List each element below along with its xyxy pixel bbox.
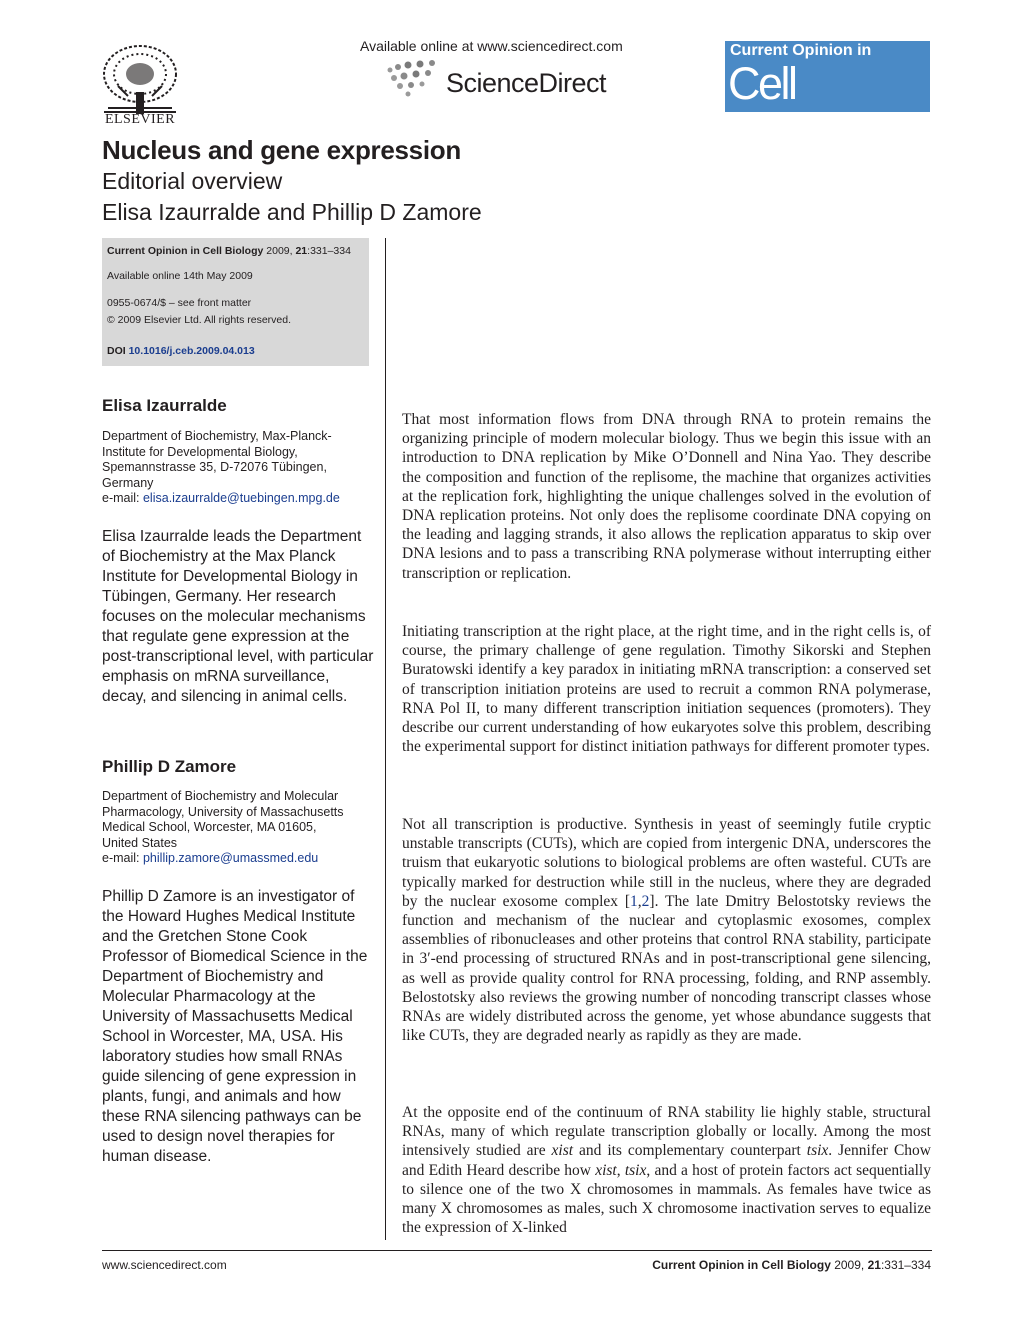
journal-logo-line1: Current Opinion in	[730, 42, 872, 59]
article-title: Nucleus and gene expression	[102, 135, 461, 165]
footer-citation	[560, 1258, 931, 1272]
paragraph-3-text: Not all transcription is productive. Synthesis in yeast of seemingly futile cryptic unstable transcripts (CUTs), which are copied from intergenic DNA, underscores the truism that eukaryotic solutions to biological problems are often wasteful. CUTs are typically marked for destruction while still in the nucleus, where they are degraded by the nuclear exosome complex [	[402, 816, 931, 910]
author1-affil-line: Department of Biochemistry, Max-Planck-	[102, 429, 332, 443]
footer-journal: Current Opinion in Cell Biology	[652, 1258, 831, 1272]
doi-label: DOI	[107, 345, 129, 357]
author2-affil-line: Medical School, Worcester, MA 01605,	[102, 820, 317, 835]
author2-bio: Phillip D Zamore is an investigator of the Howard Hughes Medical Institute and the Gretchen Stone Cook Professor of Biomedical Science in the Department of Biochemistry and Molecular Pharmacology at the University of Massachusetts Medical School in Worcester, MA, USA. His laboratory studies how small RNAs guide silencing of gene expression in plants, fungi, and animals and how these RNA silencing pathways can be used to design novel therapies for human disease.	[102, 888, 368, 1165]
footer-rule	[102, 1250, 932, 1251]
author1-affil-line: Germany	[102, 475, 154, 490]
gene-tsix: tsix	[624, 1161, 647, 1179]
body-paragraph-4	[402, 1103, 931, 1237]
author1-affiliation	[102, 429, 372, 507]
author1-affil-line: Spemannstrasse 35, D-72076 Tübingen,	[102, 460, 327, 475]
reference-link-1[interactable]: 1	[630, 892, 638, 910]
copyright-line	[107, 314, 291, 326]
footer-year: 2009,	[830, 1258, 868, 1272]
paragraph-4-text: , and a host of protein factors act sequentially to silence one of the two X chromosomes in mammals. As females have twice as many X chromosomes as males, such X chromosome inactivation serves to equalize the expression of X-linked	[402, 1161, 931, 1237]
reference-separator: ,	[637, 892, 642, 910]
paragraph-4-text: and its complementary counterpart	[573, 1142, 807, 1160]
author2-email-link[interactable]: phillip.zamore@umassmed.edu	[142, 851, 319, 866]
citation-line	[107, 245, 351, 257]
doi-line	[107, 345, 255, 357]
body-paragraph-3	[402, 815, 931, 1045]
citation-journal: Current Opinion in Cell Biology	[107, 245, 264, 257]
author2-affiliation	[102, 789, 372, 867]
author1-bio: Elisa Izaurralde leads the Department of Biochemistry at the Max Planck Institute for Developmental Biology in Tübingen, Germany. Her research focuses on the molecular mechanisms that regulate gene expression at the post-transcriptional level, with particular emphasis on mRNA surveillance, decay, and silencing in animal cells.	[102, 528, 374, 705]
available-online-text: Available online at www.sciencedirect.com	[360, 38, 623, 54]
article-authors: Elisa Izaurralde and Phillip D Zamore	[102, 199, 482, 225]
article-type: Editorial overview	[102, 168, 283, 194]
author2-affil-line: Department of Biochemistry and Molecular	[102, 789, 339, 803]
available-date: Available online 14th May 2009	[107, 270, 253, 282]
reference-link-2[interactable]: 2	[641, 892, 650, 910]
doi-link[interactable]: 10.1016/j.ceb.2009.04.013	[128, 345, 255, 357]
column-divider	[385, 238, 386, 1240]
issn: 0955-0674/$ – see front matter	[107, 297, 252, 309]
author2-email-line	[102, 851, 372, 867]
citation-year: 2009,	[263, 245, 296, 257]
paragraph-3-text: ]. The late Dmitry Belostotsky reviews the function and mechanism of the nuclear and cytoplasmic exosomes, complex assemblies of ribonucleases and other proteins that control RNA stability, participate in 3′-end processing of structured RNAs and in post-transcriptional gene silencing, as well as provide quality control for RNA processing, folding, and RNP assembly. Belostotsky also reviews the growing number of noncoding transcript classes whose RNAs are widely distributed across the genome, yet whose abundance suggests that like CUTs, they are degraded nearly as rapidly as they are made.	[402, 892, 931, 1045]
gene-xist: xist	[551, 1142, 574, 1160]
author1-name: Elisa Izaurralde	[102, 396, 227, 415]
paragraph-4-text: At the opposite end of the continuum of RNA stability lie highly stable, structural RNAs, many of which regulate transcription globally or locally. Among the most intensively studied are	[402, 1104, 931, 1160]
journal-logo-line2: Cell Biology	[728, 58, 859, 159]
footer-volume: 21	[867, 1258, 881, 1272]
sciencedirect-dots-icon	[384, 58, 450, 98]
publisher-name: ELSEVIER	[104, 112, 176, 127]
body-paragraph-2: Initiating transcription at the right place, at the right time, and in the right cells is, of course, the primary challenge of gene regulation. Timothy Sikorski and Stephen Buratowski identify a key paradox in initiating mRNA transcription: a conserved set of transcription initiation proteins are used to recruit a common RNA polymerase, RNA Pol II, to many different transcription initiation sequences (promoters). They describe our current understanding of how eukaryotes solve this problem, describing the experimental support for distinct initiation pathways for different promoter types.	[402, 623, 931, 756]
paragraph-4-text: ,	[616, 1161, 625, 1179]
gene-tsix: tsix	[806, 1142, 829, 1160]
footer-pages: :331–334	[880, 1258, 931, 1272]
email-label: e-mail:	[102, 491, 143, 506]
copyright-icon: ©	[107, 314, 115, 326]
footer-website[interactable]: www.sciencedirect.com	[102, 1258, 227, 1272]
citation-pages: :331–334	[307, 245, 351, 257]
author2-name: Phillip D Zamore	[102, 757, 237, 776]
email-label: e-mail:	[102, 851, 143, 866]
journal-logo	[725, 41, 930, 159]
article-info-box	[102, 238, 369, 366]
citation-volume: 21	[295, 245, 308, 257]
author1-email-link[interactable]: elisa.izaurralde@tuebingen.mpg.de	[142, 491, 340, 506]
author1-email-line	[102, 491, 372, 507]
sciencedirect-wordmark: ScienceDirect	[446, 68, 607, 98]
gene-xist: xist	[595, 1161, 617, 1179]
author2-affil-line: Pharmacology, University of Massachusetts	[102, 804, 344, 819]
copyright-text: 2009 Elsevier Ltd. All rights reserved.	[117, 314, 292, 326]
body-paragraph-1: That most information flows from DNA through RNA to protein remains the organizing principle of modern molecular biology. Thus we begin this issue with an introduction to DNA replication by Mike O’Donnell and Nina Yao. They describe the composition and function of the replisome, the machine that organizes activities at the replication fork, highlighting the unique challenges solved in the evolution of DNA replication proteins. Not only does the replisome coordinate DNA copying on the leading and lagging strands, it also allows the replication apparatus to skip over DNA lesions and to pass a transcribing RNA polymerase without interrupting either transcription or replication.	[402, 411, 931, 582]
paragraph-4-text: . Jennifer Chow and Edith Heard describe how	[402, 1142, 931, 1179]
author1-affil-line: Institute for Developmental Biology,	[102, 444, 298, 459]
author2-affil-line: United States	[102, 835, 178, 850]
